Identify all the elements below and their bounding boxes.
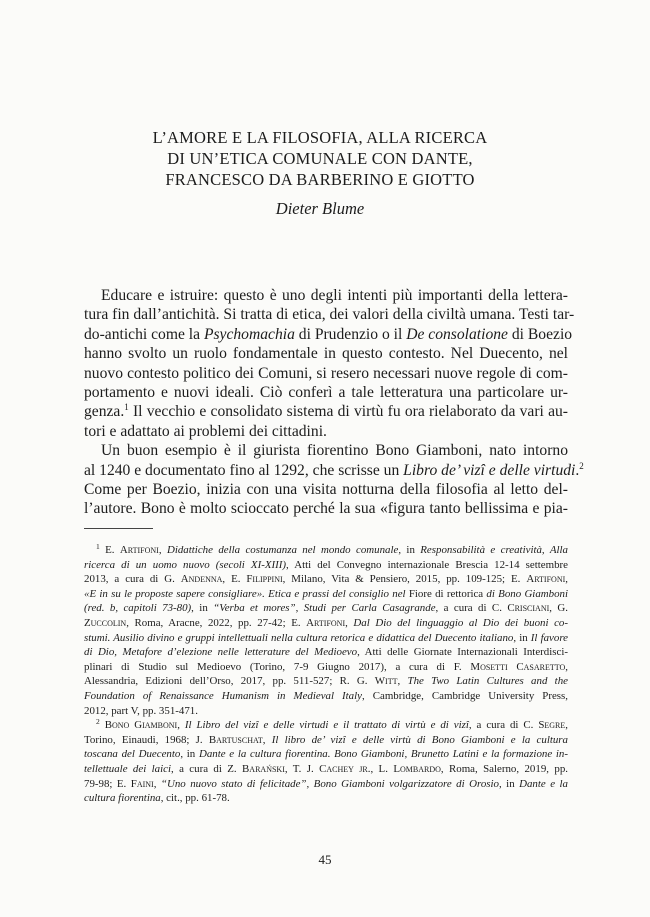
footnote-line: Alessandria, Edizioni dell’Orso, 2017, pp. 511-527; R. G. Witt, The Two Latin Cultures and the [84, 675, 568, 688]
author-name: Dieter Blume [275, 199, 365, 218]
body-line: Educare e istruire: questo è uno degli intenti più importanti della lettera- [101, 287, 568, 304]
footnote-line: (red. b, capitoli 73-80), in “Verba et mores”, Studi per Carla Casagrande, a cura di C. Crisciani, G. [84, 602, 568, 615]
footnote-line: cultura fiorentina, cit., pp. 61-78. [84, 792, 230, 805]
footnote-line: $^1$ E. Artifoni, Didattiche della costumanza nel mondo comunale, in Responsabilità e creatività, Alla [96, 542, 568, 556]
footnotes [84, 543, 568, 806]
footnote-line: 2013, a cura di G. Andenna, E. Filippini, Milano, Vita & Pensiero, 2015, pp. 109-125; E. Artifoni, [84, 573, 569, 586]
footnote-line: stumi. Ausilio divino e gruppi intellettuali nella cultura retorica e didattica del Duecento italiano, in Il favore [84, 631, 568, 644]
footnote-line: $^2$ Bono Giamboni, Il Libro del vizî e delle virtudi e il trattato di virtù e di vizî, a cura di C. Segre, [96, 717, 568, 732]
footnote-line: toscana del Duecento, in Dante e la cultura fiorentina. Bono Giamboni, Brunetto Latini e la formazione in- [84, 748, 568, 761]
body-line: tori e adattato ai problemi dei cittadini. [84, 422, 327, 440]
body-text [84, 286, 584, 519]
body-line: al 1240 e documentato fino al 1292, che scrisse un Libro de’ vizî e delle virtudi.$^2$ [84, 460, 584, 479]
footnote-line: Zuccolin, Roma, Aracne, 2022, pp. 27-42; E. Artifoni, Dal Dio del linguaggio al Dio dei buoni co- [84, 616, 568, 629]
body-line: Un buon esempio è il giurista fiorentino Bono Giamboni, nato intorno [101, 442, 568, 460]
title-line: FRANCESCO DA BARBERINO E GIOTTO [165, 170, 475, 189]
body-line: l’autore. Bono è molto scioccato perché la sua «figura tanto bellissima e pia- [84, 500, 568, 518]
body-line: tura fin dall’antichità. Si tratta di etica, dei valori della civiltà umana. Testi tar- [84, 306, 575, 324]
title-line: DI UN’ETICA COMUNALE CON DANTE, [167, 149, 473, 168]
footnote-line: Torino, Einaudi, 1968; J. Bartuschat, Il libro de’ vizî e delle virtù di Bono Giamboni e la cultura [84, 733, 568, 746]
footnote-ref[interactable]: 2 [579, 460, 584, 471]
footnote-ref[interactable]: 1 [124, 402, 129, 413]
footnote-line: Foundation of Renaissance Humanism in Medieval Italy, Cambridge, Cambridge University Press, [84, 689, 568, 702]
footnote-separator [84, 528, 153, 529]
body-line: portamento e nuovi ideali. Ciò conferì a tale letteratura una particolare ur- [84, 384, 568, 402]
body-line: Come per Boezio, inizia con una visita notturna della filosofia al letto del- [84, 481, 568, 499]
footnote-number: 2 [96, 717, 100, 727]
footnote-line: ricerca di un uomo nuovo (secoli XI-XIII), Atti del Convegno internazionale Brescia 12-14 settembre [84, 558, 569, 571]
footnote-line: di Dio, Metafore d’elezione nelle letterature del Medioevo, Atti delle Giornate Internazionali Interdisci- [84, 646, 568, 659]
title-line: L’AMORE E LA FILOSOFIA, ALLA RICERCA [152, 128, 488, 147]
footnote-line: 2012, part V, pp. 351-471. [84, 704, 198, 717]
body-line: hanno svolto un ruolo fondamentale in questo contesto. Nel Duecento, nel [84, 345, 568, 363]
footnote-line: «E in su le proposte sapere consigliare». Etica e prassi del consiglio nel Fiore di rettorica di Bono Giamboni [84, 587, 569, 600]
page-number: 45 [318, 852, 332, 867]
footnote-line: plinari di Studio sul Medioevo (Torino, 7-9 Giugno 2017), a cura di F. Mosetti Casaretto, [84, 660, 569, 673]
chapter-title [80, 127, 560, 190]
body-line: nuovo contesto politico dei Comuni, si resero necessari nuove regole di com- [84, 364, 568, 382]
body-line: genza.$^1$ Il vecchio e consolidato sistema di virtù fu ora rielaborato da vari au- [84, 402, 568, 421]
footnote-line: 79-98; E. Faini, “Uno nuovo stato di felicitade”, Bono Giamboni volgarizzatore di Orosio, in Dante e la [84, 777, 568, 790]
footnote-number: 1 [96, 542, 100, 551]
footnote-line: tellettuale dei laici, a cura di Z. Barański, T. J. Cachey jr., L. Lombardo, Roma, Salerno, 2019, pp. [84, 762, 568, 775]
body-line: do-antichi come la Psychomachia di Prudenzio o il De consolatione di Boezio [84, 325, 573, 343]
